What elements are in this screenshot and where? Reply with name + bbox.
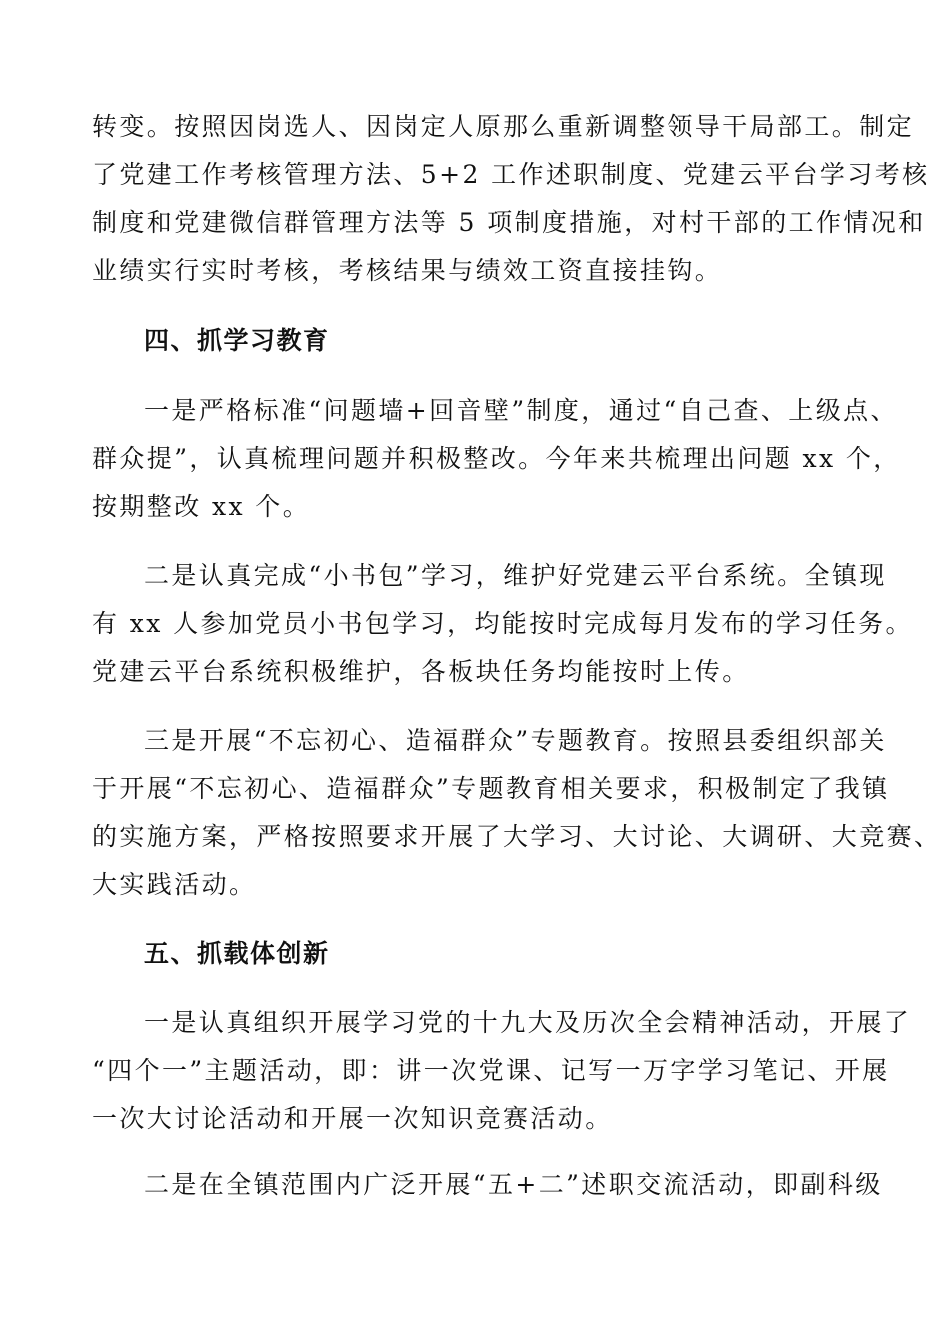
paragraph-line: 二是认真完成“小书包”学习，维护好党建云平台系统。全镇现 [144, 561, 887, 590]
paragraph-line: 一是严格标准“问题墙+回音壁”制度，通过“自己查、上级点、 [144, 396, 898, 425]
paragraph-line: 有 xx 人参加党员小书包学习，均能按时完成每月发布的学习任务。 [92, 609, 913, 638]
paragraph-line: 了党建工作考核管理方法、5+2 工作述职制度、党建云平台学习考核 [92, 160, 930, 189]
paragraph-line: 大实践活动。 [92, 870, 257, 899]
paragraph-line: 群众提”，认真梳理问题并积极整改。今年来共梳理出问题 xx 个， [92, 444, 901, 473]
paragraph-line: 一次大讨论活动和开展一次知识竞赛活动。 [92, 1104, 613, 1133]
paragraph-line: 二是在全镇范围内广泛开展“五+二”述职交流活动，即副科级 [144, 1170, 883, 1199]
paragraph-line: 业绩实行实时考核，考核结果与绩效工资直接挂钩。 [92, 256, 723, 285]
section-heading: 四、抓学习教育 [144, 326, 330, 355]
section-heading: 五、抓载体创新 [144, 939, 330, 968]
paragraph-line: “四个一”主题活动，即：讲一次党课、记写一万字学习笔记、开展 [92, 1056, 890, 1085]
paragraph-line: 于开展“不忘初心、造福群众”专题教育相关要求，积极制定了我镇 [92, 774, 890, 803]
paragraph-line: 按期整改 xx 个。 [92, 492, 311, 521]
paragraph-line: 转变。按照因岗选人、因岗定人原那么重新调整领导干局部工。制定 [92, 112, 915, 141]
paragraph-line: 制度和党建微信群管理方法等 5 项制度措施，对村干部的工作情况和 [92, 208, 926, 237]
paragraph-line: 一是认真组织开展学习党的十九大及历次全会精神活动，开展了 [144, 1008, 912, 1037]
paragraph-line: 的实施方案，严格按照要求开展了大学习、大讨论、大调研、大竞赛、 [92, 822, 942, 851]
paragraph-line: 三是开展“不忘初心、造福群众”专题教育。按照县委组织部关 [144, 726, 887, 755]
paragraph-line: 党建云平台系统积极维护，各板块任务均能按时上传。 [92, 657, 750, 686]
